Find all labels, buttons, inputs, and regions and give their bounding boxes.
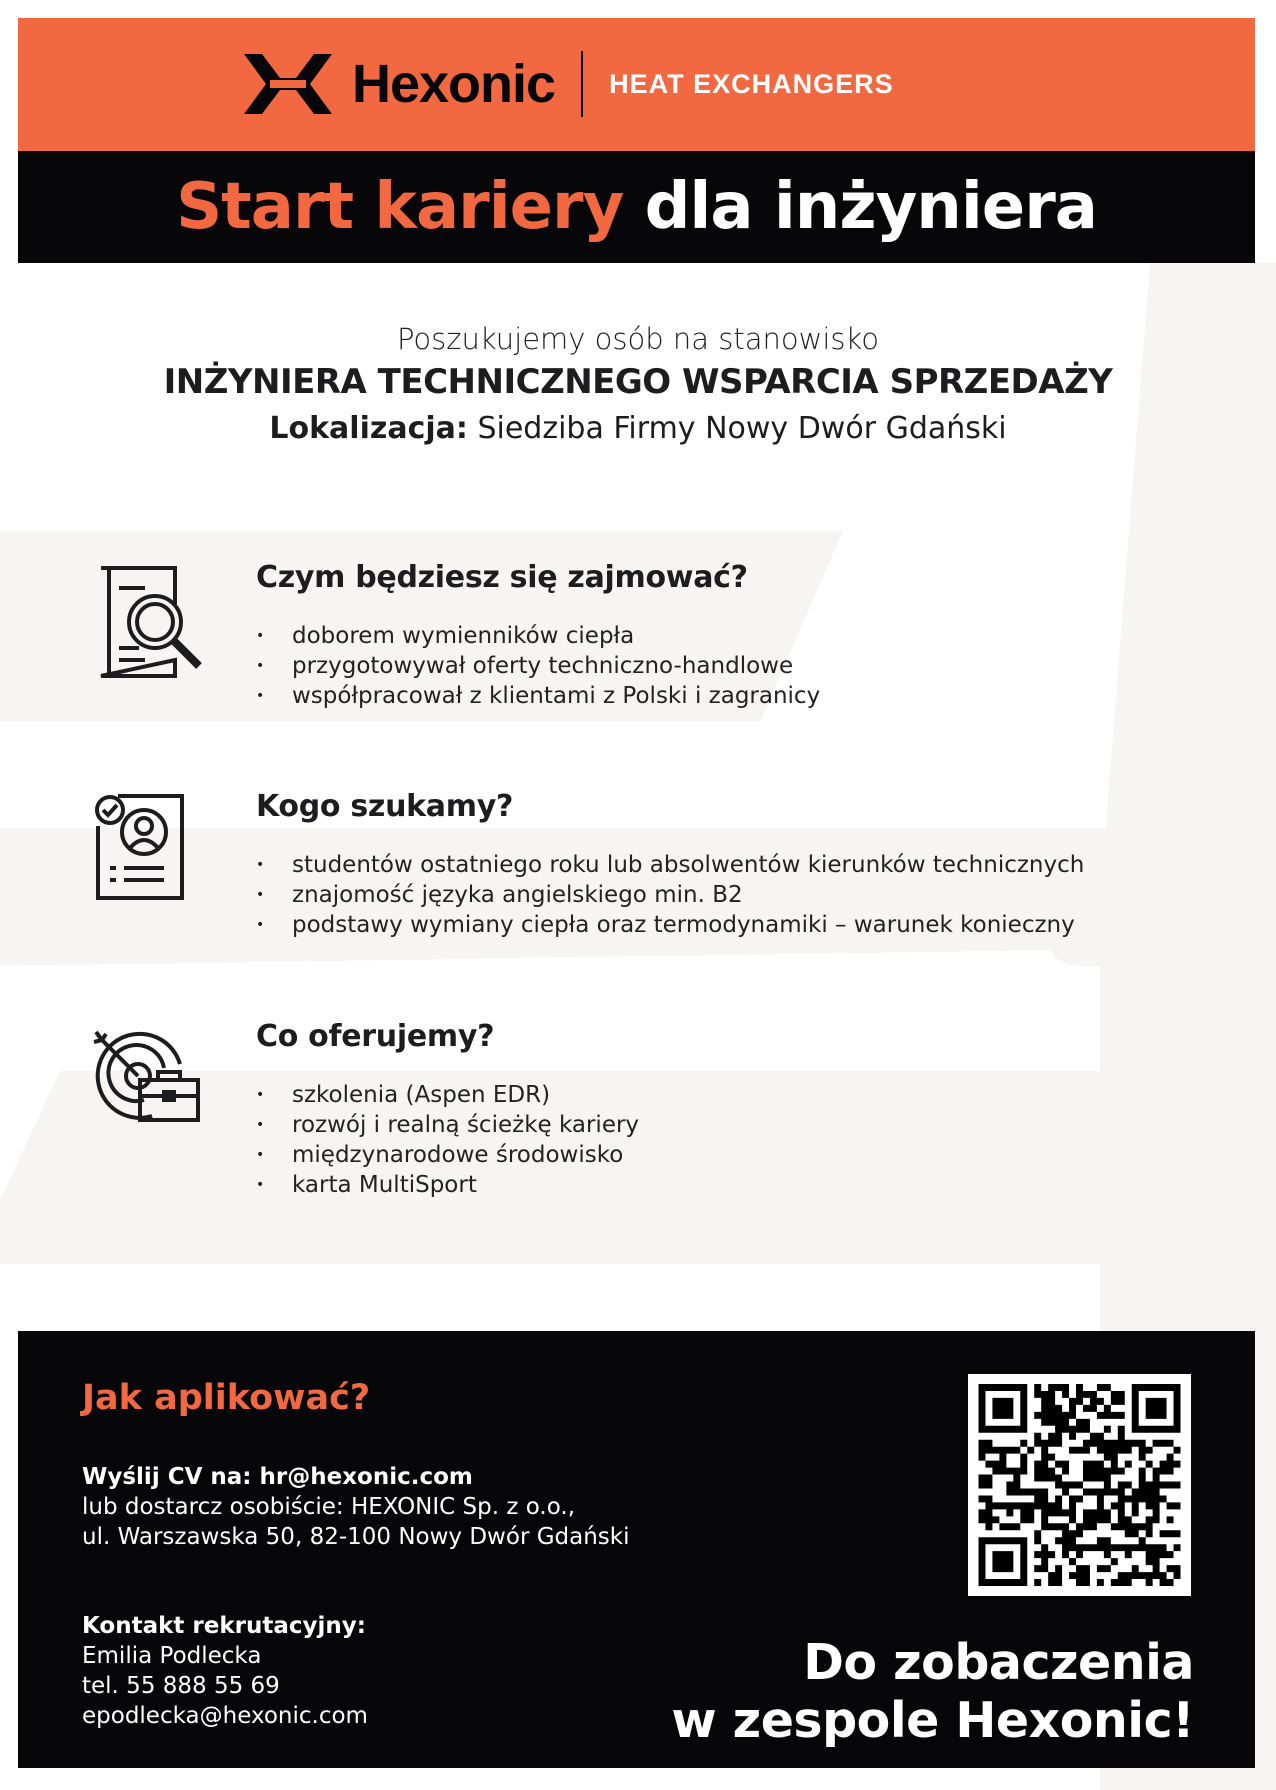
brand-tagline: HEAT EXCHANGERS (609, 68, 894, 99)
section-duties (256, 560, 820, 711)
send-cv-label: Wyślij CV na: (82, 1464, 252, 1490)
list-item: • szkolenia (Aspen EDR) (256, 1080, 639, 1110)
contact-info (82, 1611, 368, 1731)
section-benefits (256, 1019, 639, 1200)
apply-address-line: ul. Warszawska 50, 82-100 Nowy Dwór Gdański (82, 1524, 630, 1550)
location-value: Siedziba Firmy Nowy Dwór Gdański (477, 411, 1007, 446)
brand-name: Hexonic (352, 54, 556, 114)
logo-divider (581, 51, 583, 117)
list-item: • podstawy wymiany ciepła oraz termodynamiki – warunek konieczny (256, 910, 1084, 940)
list-item: • studentów ostatniego roku lub absolwentów kierunków technicznych (256, 850, 1084, 880)
qr-code-icon (978, 1384, 1181, 1586)
section-title: Czym będziesz się zajmować? (256, 560, 748, 595)
contact-email-link[interactable]: epodlecka@hexonic.com (82, 1703, 368, 1729)
location (0, 411, 1276, 446)
apply-email-link[interactable]: hr@hexonic.com (259, 1464, 473, 1490)
intro-line: Poszukujemy osób na stanowisko (396, 322, 880, 356)
apply-title: Jak aplikować? (82, 1378, 371, 1418)
qr-code[interactable] (968, 1374, 1191, 1596)
section-title: Kogo szukamy? (256, 789, 514, 824)
list-item: • karta MultiSport (256, 1170, 639, 1200)
list-item: • współpracował z klientami z Polski i zagranicy (256, 681, 820, 711)
hero-title-white: dla inżyniera (644, 170, 1097, 244)
document-search-icon (95, 564, 205, 682)
apply-info (82, 1462, 630, 1552)
closing-line-2: w zespole Hexonic! (671, 1692, 1194, 1749)
section-title: Co oferujemy? (256, 1019, 495, 1054)
list-item: • przygotowywał oferty techniczno-handlowe (256, 651, 820, 681)
hero-title-orange: Start kariery (176, 170, 624, 244)
closing-line-1: Do zobaczenia (803, 1634, 1194, 1691)
apply-address-line: lub dostarcz osobiście: HEXONIC Sp. z o.o., (82, 1494, 576, 1520)
hexonic-logo-icon (240, 52, 336, 116)
position-title: INŻYNIERA TECHNICZNEGO WSPARCIA SPRZEDAŻY (163, 362, 1113, 402)
target-briefcase-icon (92, 1028, 202, 1124)
brand-logo (240, 52, 894, 116)
contact-name: Emilia Podlecka (82, 1643, 262, 1669)
contact-phone[interactable]: tel. 55 888 55 69 (82, 1673, 280, 1699)
list-item: • doborem wymienników ciepła (256, 621, 820, 651)
section-requirements (256, 789, 1084, 940)
qr-modules (979, 1384, 1181, 1586)
candidate-profile-icon (94, 792, 186, 902)
contact-title: Kontakt rekrutacyjny: (82, 1613, 366, 1639)
list-item: • międzynarodowe środowisko (256, 1140, 639, 1170)
list-item: • rozwój i realną ścieżkę kariery (256, 1110, 639, 1140)
list-item: • znajomość języka angielskiego min. B2 (256, 880, 1084, 910)
location-label: Lokalizacja: (269, 411, 468, 446)
hero-title (18, 151, 1255, 263)
